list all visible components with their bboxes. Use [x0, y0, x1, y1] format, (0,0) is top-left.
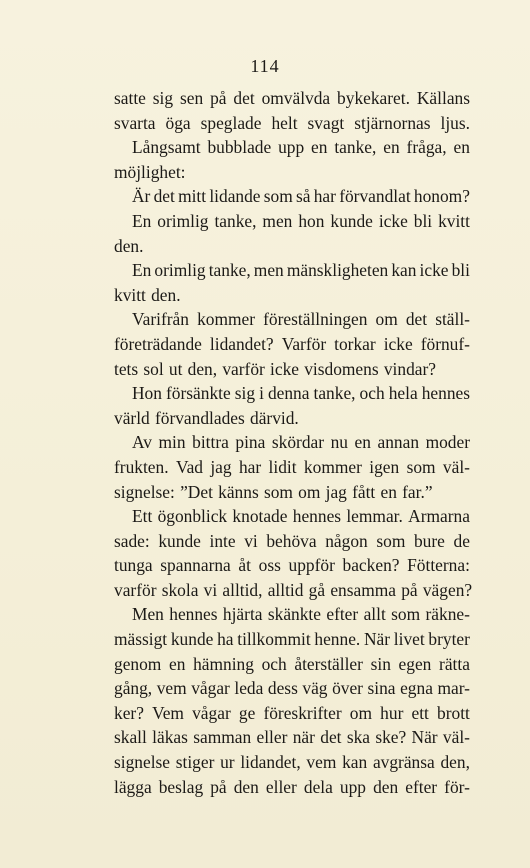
word: föreskrifter — [263, 702, 342, 723]
text-line — [114, 135, 470, 160]
word: återställer — [294, 653, 363, 674]
word: kunde — [330, 210, 373, 231]
word: svagt — [307, 112, 345, 133]
word: svarta — [114, 112, 156, 133]
text-line — [114, 676, 470, 701]
word: den — [373, 776, 399, 797]
word: det — [320, 727, 342, 748]
word: vem — [156, 678, 187, 699]
word: icke — [378, 210, 408, 231]
word: som — [376, 530, 406, 551]
word: har — [238, 456, 262, 477]
word: räkne- — [425, 604, 470, 625]
word: icke — [383, 333, 413, 354]
word: eller — [265, 776, 297, 797]
word: henne. — [314, 629, 361, 650]
word: skänkte — [267, 604, 321, 625]
word: förvandlades — [154, 407, 245, 428]
text-line — [114, 529, 470, 554]
word: speglade — [200, 112, 262, 133]
word: ha — [217, 629, 234, 650]
word: Armarna — [408, 506, 470, 527]
word: min — [158, 432, 186, 453]
word: Varifrån — [132, 309, 189, 330]
word: i — [259, 383, 264, 404]
word: en — [383, 137, 400, 158]
word: den. — [151, 284, 181, 305]
word: ögonblick — [157, 506, 228, 527]
word: jag — [325, 481, 347, 502]
word: mänskligheten — [286, 260, 389, 281]
word: leda — [234, 678, 264, 699]
text-line — [114, 111, 470, 136]
word: läkas — [152, 727, 188, 748]
word: öga — [165, 112, 191, 133]
word: Fötterna: — [407, 555, 470, 576]
text-line — [114, 406, 470, 431]
word: en — [354, 432, 371, 453]
word: ställ- — [435, 309, 470, 330]
text-line — [114, 775, 470, 800]
word: därvid. — [250, 407, 299, 428]
word: när — [292, 727, 315, 748]
word: När — [411, 727, 438, 748]
word: väg — [302, 678, 328, 699]
word: sig — [234, 383, 256, 404]
word: förvandlat — [339, 186, 411, 207]
word: försänkte — [165, 383, 231, 404]
word: gå — [308, 579, 326, 600]
word: den. — [114, 235, 144, 256]
word: som — [263, 481, 293, 502]
word: tanke, — [313, 383, 356, 404]
word: som — [391, 604, 421, 625]
word: knotade — [232, 506, 288, 527]
word: hur — [380, 702, 404, 723]
word: tanke, — [334, 137, 377, 158]
word: Långsamt — [132, 137, 201, 158]
word: icke — [419, 260, 449, 281]
text-line — [114, 283, 470, 308]
word: En — [132, 210, 152, 231]
word: bli — [451, 260, 470, 281]
word: mässigt — [114, 629, 168, 650]
word: vindar? — [383, 358, 436, 379]
word: Källans — [416, 88, 470, 108]
word: moder — [425, 432, 470, 453]
word: lidandet, — [240, 752, 301, 773]
word: Av — [132, 432, 152, 453]
word: kan — [391, 260, 417, 281]
word: skall — [114, 727, 147, 748]
word: företrädande — [114, 333, 202, 354]
word: varför — [114, 579, 157, 600]
word: pina — [235, 432, 266, 453]
word: alltid, — [222, 579, 263, 600]
word: som — [263, 186, 293, 207]
text-line — [114, 652, 470, 677]
word: sig — [152, 88, 174, 108]
word: hämning — [193, 653, 254, 674]
word: den, — [187, 358, 218, 379]
word: bure — [413, 530, 445, 551]
word: så — [296, 186, 311, 207]
word: bryter — [428, 629, 470, 650]
word: visdomens — [304, 358, 379, 379]
word: tanke, — [214, 210, 257, 231]
word: vem — [306, 752, 337, 773]
word: över — [332, 678, 363, 699]
word: icke — [270, 358, 299, 379]
word: kunde — [170, 629, 214, 650]
word: bittra — [192, 432, 229, 453]
word: om — [349, 702, 373, 723]
word: men — [262, 210, 293, 231]
word: beslag — [158, 776, 204, 797]
word: orimlig — [154, 260, 206, 281]
word: hon — [298, 210, 325, 231]
word: stiger — [175, 752, 215, 773]
word: allt — [363, 604, 386, 625]
word: en — [311, 137, 328, 158]
text-line — [114, 430, 470, 455]
word: de — [453, 530, 470, 551]
word: kunde — [158, 530, 201, 551]
word: ske? — [375, 727, 407, 748]
word: ska — [346, 727, 370, 748]
word: lidandet? — [209, 333, 274, 354]
word: satte — [114, 88, 146, 108]
word: omvälvda — [261, 88, 331, 108]
word: signelse: — [114, 481, 175, 502]
word: mar- — [437, 678, 470, 699]
word: den — [233, 776, 259, 797]
word: föreställningen — [263, 309, 368, 330]
word: uppför — [288, 555, 335, 576]
word: brott — [437, 702, 470, 723]
word: på — [401, 579, 418, 600]
word: ljus. — [440, 112, 470, 133]
word: tunga — [114, 555, 153, 576]
word: vågar — [191, 678, 230, 699]
word: åt — [238, 555, 251, 576]
body-text — [114, 86, 473, 799]
word: sin — [370, 653, 391, 674]
word: sina — [367, 678, 396, 699]
word: upp — [278, 137, 305, 158]
word: gång, — [114, 678, 153, 699]
text-line — [114, 86, 470, 111]
word: eller — [256, 727, 288, 748]
word: ut — [168, 358, 183, 379]
page-number: 114 — [250, 56, 280, 76]
word: fråga, — [406, 137, 447, 158]
word: lidande — [209, 186, 261, 207]
word: skola — [161, 579, 199, 600]
word: fått — [352, 481, 376, 502]
word: torkar — [334, 333, 376, 354]
word: dess — [267, 678, 298, 699]
word: på — [210, 88, 227, 108]
word: sade: — [114, 530, 150, 551]
word: genom — [114, 653, 162, 674]
word: Ett — [132, 506, 153, 527]
word: inte — [209, 530, 236, 551]
word: backen? — [342, 555, 400, 576]
word: egen — [398, 653, 432, 674]
text-line — [114, 480, 470, 505]
word: för- — [444, 776, 470, 797]
word: varför — [222, 358, 265, 379]
word: ”Det — [180, 481, 213, 502]
word: lemmar. — [346, 506, 403, 527]
word: lidit — [268, 456, 297, 477]
word: Hon — [132, 383, 162, 404]
word: ensamma — [330, 579, 396, 600]
text-line — [114, 307, 470, 332]
word: väl- — [442, 727, 470, 748]
word: en — [453, 137, 470, 158]
word: tillkommit — [237, 629, 311, 650]
word: far.” — [402, 481, 433, 502]
text-line — [114, 553, 470, 578]
word: efter — [326, 604, 359, 625]
word: helt — [271, 112, 298, 133]
word: kommer — [197, 309, 256, 330]
word: signelse — [114, 752, 171, 773]
word: frukten. — [114, 456, 169, 477]
word: hennes — [169, 604, 218, 625]
word: tanke, — [208, 260, 251, 281]
word: kommer — [303, 456, 362, 477]
word: upp — [339, 776, 366, 797]
word: den, — [440, 752, 470, 773]
word: vi — [203, 579, 218, 600]
word: Vad — [175, 456, 203, 477]
word: dela — [303, 776, 333, 797]
text-line — [114, 332, 470, 357]
word: har — [313, 186, 336, 207]
word: ge — [238, 702, 256, 723]
word: mitt — [178, 186, 207, 207]
word: livet — [393, 629, 425, 650]
word: denna — [267, 383, 310, 404]
word: vägen? — [422, 579, 473, 600]
word: efter — [405, 776, 438, 797]
word: lägga — [114, 776, 152, 797]
word: vi — [244, 530, 258, 551]
text-line — [114, 725, 470, 750]
word: men — [253, 260, 284, 281]
word: Men — [132, 604, 164, 625]
word: nu — [330, 432, 348, 453]
word: stjärnornas — [354, 112, 431, 133]
text-line — [114, 184, 470, 209]
word: igen — [369, 456, 400, 477]
word: samman — [193, 727, 252, 748]
word: det — [233, 88, 255, 108]
word: sol — [143, 358, 164, 379]
word: och — [359, 383, 385, 404]
word: en — [169, 653, 186, 674]
word: bli — [413, 210, 433, 231]
word: på — [210, 776, 227, 797]
word: det — [405, 309, 428, 330]
word: värld — [114, 407, 150, 428]
word: det — [153, 186, 175, 207]
text-line — [114, 381, 470, 406]
text-line — [114, 504, 470, 529]
word: egna — [400, 678, 433, 699]
word: en — [380, 481, 397, 502]
word: behöva — [266, 530, 317, 551]
word: När — [363, 629, 391, 650]
text-line — [114, 234, 470, 259]
word: vågar — [192, 702, 231, 723]
word: jag — [210, 456, 232, 477]
word: hennes — [421, 383, 470, 404]
text-line — [114, 258, 470, 283]
text-line — [114, 602, 470, 627]
word: ur — [220, 752, 235, 773]
word: annan — [377, 432, 420, 453]
text-line — [114, 160, 470, 185]
word: kvitt — [114, 284, 146, 305]
word: kan — [342, 752, 368, 773]
word: och — [261, 653, 287, 674]
text-line — [114, 209, 470, 234]
word: känns — [218, 481, 259, 502]
word: bubblade — [207, 137, 272, 158]
word: tets — [114, 358, 139, 379]
word: om — [375, 309, 398, 330]
word: honom? — [413, 186, 470, 207]
word: rätta — [439, 653, 470, 674]
word: En — [132, 260, 152, 281]
word: Varför — [281, 333, 327, 354]
text-line — [114, 701, 470, 726]
word: orimlig — [157, 210, 209, 231]
text-line — [114, 357, 470, 382]
text-line — [114, 627, 470, 652]
word: avgränsa — [372, 752, 435, 773]
word: någon — [325, 530, 368, 551]
text-line — [114, 578, 473, 603]
word: sen — [179, 88, 204, 108]
word: spannarna — [160, 555, 231, 576]
word: om — [298, 481, 321, 502]
text-line — [114, 750, 470, 775]
word: Är — [132, 186, 151, 207]
word: som — [406, 456, 436, 477]
word: Vem — [152, 702, 184, 723]
word: oss — [258, 555, 281, 576]
word: ker? — [114, 702, 144, 723]
word: bykekaret. — [337, 88, 410, 108]
text-line — [114, 455, 470, 480]
word: möjlighet: — [114, 161, 186, 182]
word: väl- — [442, 456, 470, 477]
word: hjärta — [222, 604, 263, 625]
word: ett — [411, 702, 429, 723]
word: skördar — [271, 432, 325, 453]
word: förnuf- — [420, 333, 470, 354]
word: kvitt — [438, 210, 470, 231]
word: alltid — [267, 579, 304, 600]
word: hela — [388, 383, 418, 404]
word: hennes — [292, 506, 342, 527]
